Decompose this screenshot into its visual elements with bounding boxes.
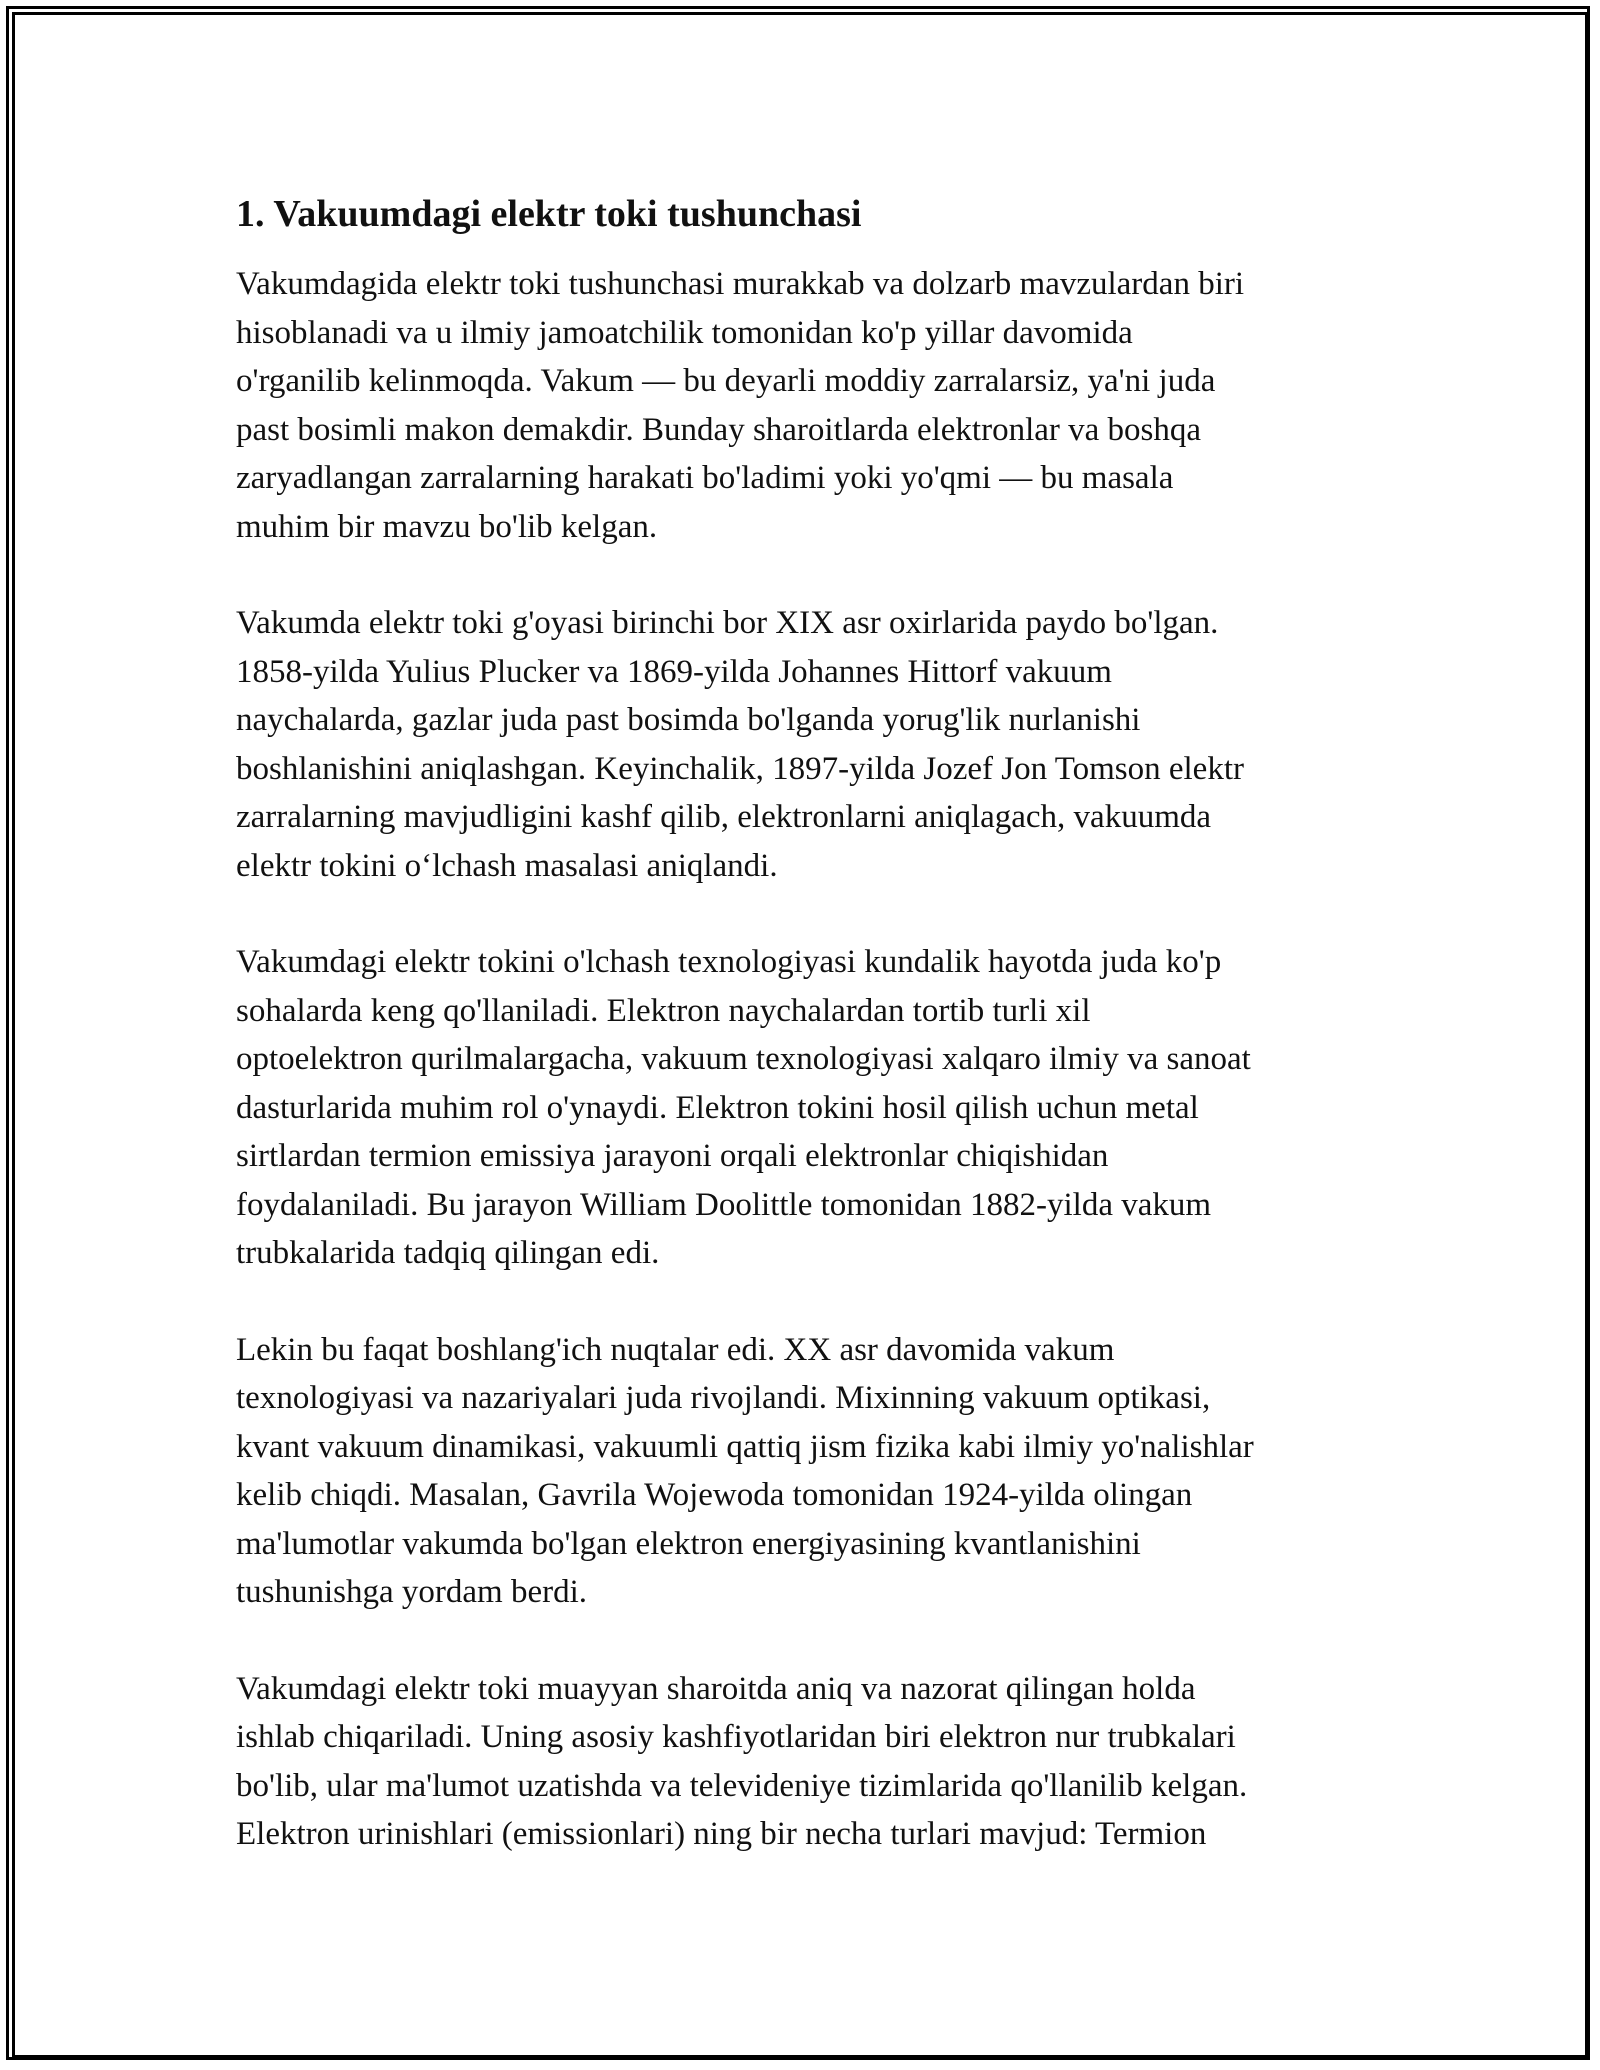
text-line: o'rganilib kelinmoqda. Vakum — bu deyarli moddiy zarralarsiz, ya'ni juda [236,363,1216,399]
document-body [236,190,1376,1907]
text-line: dasturlarida muhim rol o'ynaydi. Elektron tokini hosil qilish uchun metal [236,1089,1199,1126]
text-line: Vakumdagi elektr toki muayyan sharoitda aniq va nazorat qilingan holda [236,1670,1196,1707]
text-line: naychalarda, gazlar juda past bosimda bo'lganda yorug'lik nurlanishi [236,702,1141,738]
text-line: sirtlardan termion emissiya jarayoni orqali elektronlar chiqishidan [236,1138,1109,1174]
text-line: Vakumda elektr toki g'oyasi birinchi bor XIX asr oxirlarida paydo bo'lgan. [236,605,1219,641]
paragraph-3 [236,938,1376,1278]
text-line: foydalaniladi. Bu jarayon William Doolittle tomonidan 1882-yilda vakum [236,1186,1212,1223]
text-line: Vakumdagida elektr toki tushunchasi murakkab va dolzarb mavzulardan biri [236,266,1245,302]
text-line: bo'lib, ular ma'lumot uzatishda va televideniye tizimlarida qo'llanilib kelgan. [236,1767,1248,1804]
text-line: Lekin bu faqat boshlang'ich nuqtalar edi. XX asr davomida vakum [236,1331,1115,1368]
text-line: optoelektron qurilmalargacha, vakuum texnologiyasi xalqaro ilmiy va sanoat [236,1041,1251,1077]
text-line: kelib chiqdi. Masalan, Gavrila Wojewoda tomonidan 1924-yilda olingan [236,1477,1193,1513]
text-line: zarralarning mavjudligini kashf qilib, elektronlarni aniqlagach, vakuumda [236,799,1212,835]
text-line: 1858-yilda Yulius Plucker va 1869-yilda Johannes Hittorf vakuum [236,653,1112,690]
text-line: trubkalarida tadqiq qilingan edi. [236,1235,660,1271]
paragraph-2 [236,599,1376,890]
paragraph-1 [236,260,1376,551]
paragraph-5 [236,1665,1376,1859]
text-line: hisoblanadi va u ilmiy jamoatchilik tomonidan ko'p yillar davomida [236,314,1133,351]
text-line: muhim bir mavzu bo'lib kelgan. [236,508,658,545]
text-line: sohalarda keng qo'llaniladi. Elektron naychalardan tortib turli xil [236,992,1091,1029]
text-line: zaryadlangan zarralarning harakati bo'ladimi yoki yo'qmi — bu masala [236,460,1174,496]
text-line: texnologiyasi va nazariyalari juda rivojlandi. Mixinning vakuum optikasi, [236,1380,1211,1416]
text-line: boshlanishini aniqlashgan. Keyinchalik, 1897-yilda Jozef Jon Tomson elektr [236,750,1244,787]
text-line: tushunishga yordam berdi. [236,1574,588,1610]
text-line: kvant vakuum dinamikasi, vakuumli qattiq jism fizika kabi ilmiy yo'nalishlar [236,1428,1254,1465]
section-heading: 1. Vakuumdagi elektr toki tushunchasi [236,193,862,235]
text-line: Vakumdagi elektr tokini o'lchash texnologiyasi kundalik hayotda juda ko'p [236,944,1222,980]
text-line: past bosimli makon demakdir. Bunday sharoitlarda elektronlar va boshqa [236,411,1202,448]
text-line: ishlab chiqariladi. Uning asosiy kashfiyotlaridan biri elektron nur trubkalari [236,1719,1236,1755]
paragraph-4 [236,1326,1376,1617]
text-line: Elektron urinishlari (emissionlari) ning bir necha turlari mavjud: Termion [236,1816,1207,1852]
text-line: ma'lumotlar vakumda bo'lgan elektron energiyasining kvantlanishini [236,1525,1141,1562]
text-line: elektr tokini o‘lchash masalasi aniqlandi. [236,847,778,884]
